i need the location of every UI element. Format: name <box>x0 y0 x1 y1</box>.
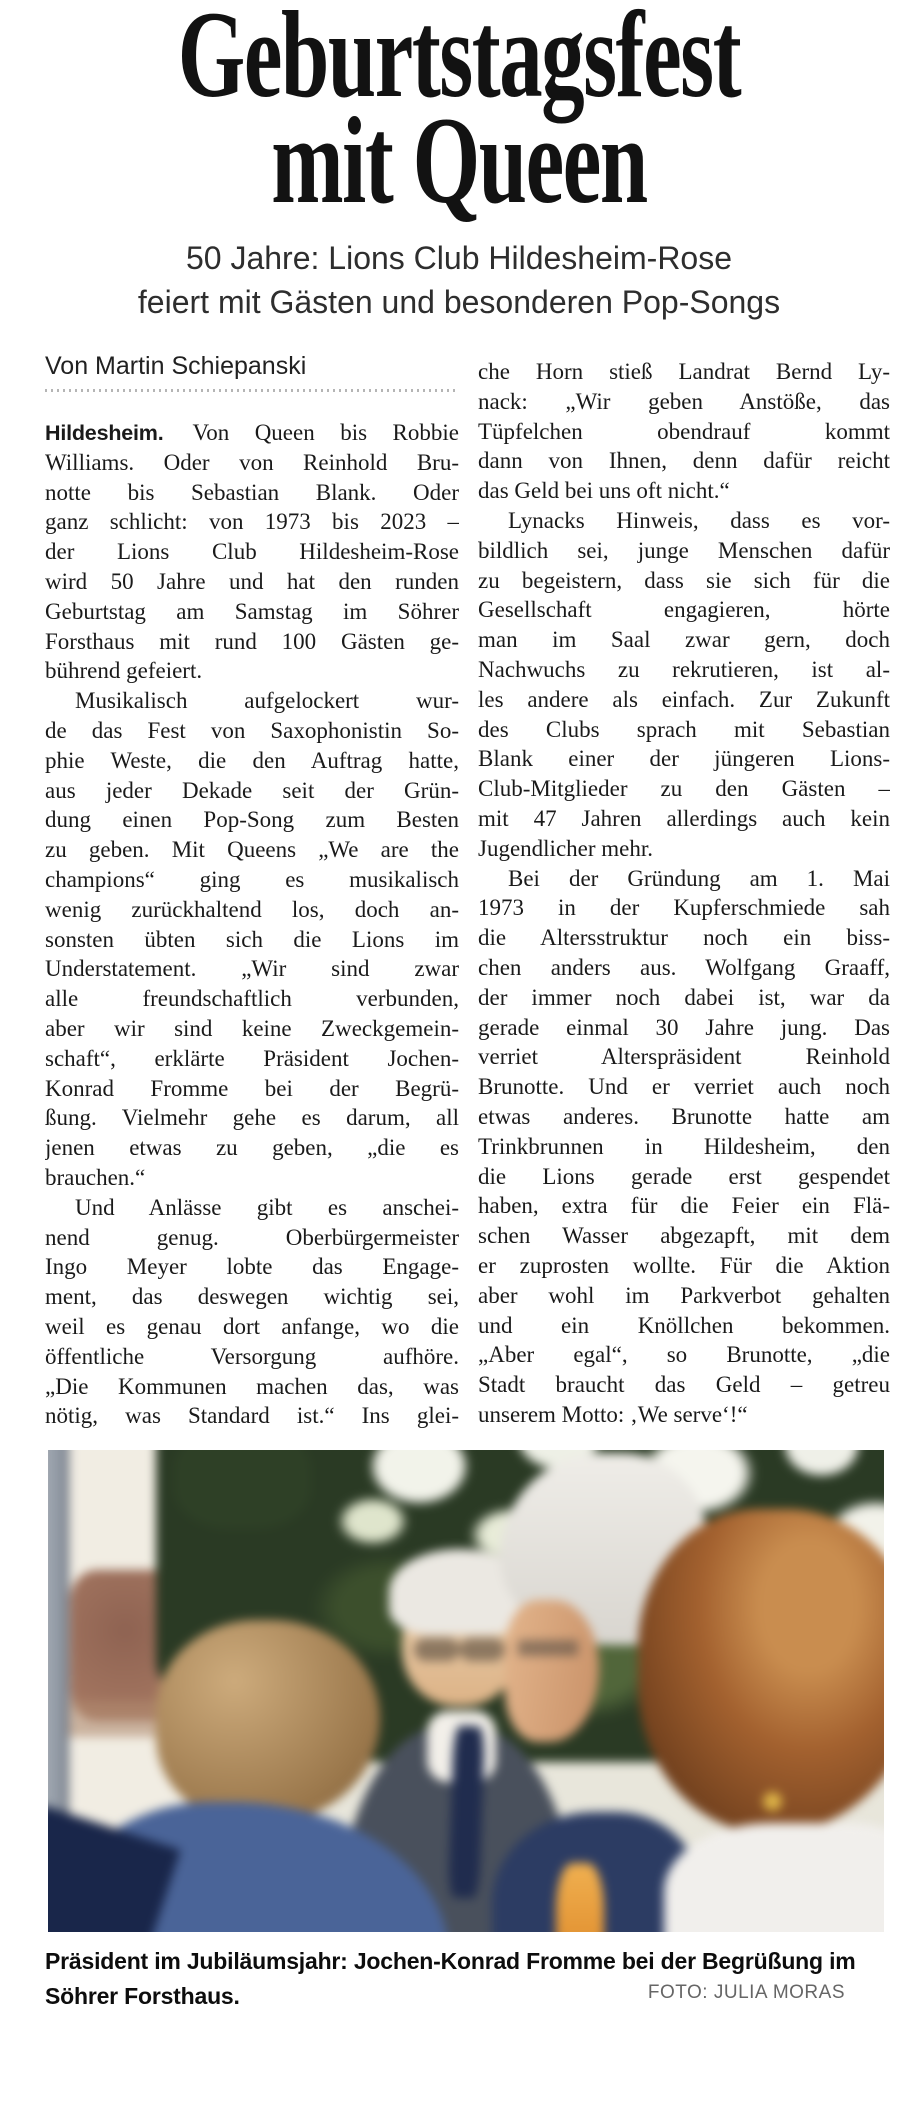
woman-earring <box>763 1792 782 1811</box>
body-line: sonsten übten sich die Lions im <box>45 926 459 952</box>
body-line: Musikalisch aufgelockert wur- <box>75 688 459 714</box>
body-line: gerade einmal 30 Jahre jung. Das <box>478 1014 890 1040</box>
caption-line-1: Präsident im Jubiläumsjahr: Jochen-Konrad Fromme bei der Begrüßung im <box>45 1948 856 1974</box>
body-line: brauchen.“ <box>45 1164 146 1190</box>
body-line: Geburtstag am Samstag im Söhrer <box>45 598 459 624</box>
body-line: chen anders aus. Wolfgang Graaff, <box>478 954 890 980</box>
guest-right-glasses <box>518 1640 578 1655</box>
subtitle-line-2: feiert mit Gästen und besonderen Pop-Songs <box>137 284 781 320</box>
body-line: er zuprosten wollte. Für die Aktion <box>478 1252 890 1278</box>
photo-leaf-cluster <box>174 1450 312 1529</box>
body-line: Lynacks Hinweis, dass es vor- <box>508 507 890 533</box>
byline: Von Martin Schiepanski <box>45 352 307 380</box>
body-line: 1973 in der Kupferschmiede sah <box>478 895 890 921</box>
body-line: alle freundschaftlich verbunden, <box>45 986 459 1012</box>
article-column-left <box>45 418 459 1431</box>
body-line: ment, das deswegen wichtig sei, <box>45 1284 459 1310</box>
body-line: „Aber egal“, so Brunotte, „die <box>478 1342 890 1368</box>
body-line: das Geld bei uns oft nicht.“ <box>478 478 730 504</box>
caption-line-2: Söhrer Forsthaus. <box>45 1983 240 2009</box>
body-line: bildlich sei, junge Menschen dafür <box>478 537 890 563</box>
article-column-right <box>478 357 890 1430</box>
president-glasses <box>414 1638 504 1661</box>
body-line: aus jeder Dekade seit der Grün- <box>45 777 459 803</box>
dateline: Hildesheim. <box>45 421 164 445</box>
drink-glass <box>556 1863 603 1932</box>
body-line: weil es genau dort anfange, wo die <box>45 1313 459 1339</box>
body-line: nend genug. Oberbürgermeister <box>45 1224 459 1250</box>
body-line: Williams. Oder von Reinhold Bru- <box>45 449 459 475</box>
article-title <box>0 0 918 229</box>
body-line: öffentliche Versorgung aufhöre. <box>45 1343 459 1369</box>
photo-caption <box>45 1944 856 2014</box>
body-line: Bei der Gründung am 1. Mai <box>508 865 890 891</box>
body-line: Jugendlicher mehr. <box>478 835 654 861</box>
body-line: schen Wasser abgezapft, mit dem <box>478 1223 890 1249</box>
body-line: zu geben. Mit Queens „We are the <box>45 837 459 863</box>
body-line: schaft“, erklärte Präsident Jochen- <box>45 1045 459 1071</box>
body-line: der Lions Club Hildesheim-Rose <box>45 539 459 565</box>
woman-hair <box>638 1509 884 1833</box>
body-line: champions“ ging es musikalisch <box>45 866 459 892</box>
body-line: ßung. Vielmehr gehe es darum, all <box>45 1105 459 1131</box>
body-line: wenig zurückhaltend los, doch an- <box>45 896 459 922</box>
body-line: der immer noch dabei ist, war da <box>478 984 890 1010</box>
body-line: Blank einer der jüngeren Lions- <box>478 746 890 772</box>
body-line: Gesellschaft engagieren, hörte <box>478 597 890 623</box>
body-line: dann von Ihnen, denn dafür reicht <box>478 448 890 474</box>
body-line: aber wohl im Parkverbot gehalten <box>478 1282 890 1308</box>
body-line: ganz schlicht: von 1973 bis 2023 – <box>45 509 459 535</box>
body-line: mit 47 Jahren allerdings auch kein <box>478 805 890 831</box>
body-line: bührend gefeiert. <box>45 658 203 684</box>
body-line: Understatement. „Wir sind zwar <box>45 956 459 982</box>
body-line: Konrad Fromme bei der Begrü- <box>45 1075 459 1101</box>
body-line: zu begeistern, dass sie sich für die <box>478 567 890 593</box>
body-line: Brunotte. Und er verriet auch noch <box>478 1074 890 1100</box>
body-line: Forsthaus mit rund 100 Gästen ge- <box>45 628 459 654</box>
body-line: nötig, was Standard ist.“ Ins glei- <box>45 1403 459 1429</box>
body-line: nack: „Wir geben Anstöße, das <box>478 388 890 414</box>
title-line-2: mit Queen <box>271 92 647 229</box>
body-line: „Die Kommunen machen das, was <box>45 1373 459 1399</box>
woman-blouse <box>664 1823 884 1932</box>
body-line: und ein Knöllchen bekommen. <box>478 1312 890 1338</box>
body-line: man im Saal zwar gern, doch <box>478 627 890 653</box>
body-line: dung einen Pop-Song zum Besten <box>45 807 459 833</box>
body-line: Ingo Meyer lobte das Engage- <box>45 1254 459 1280</box>
body-line: Trinkbrunnen in Hildesheim, den <box>478 1133 890 1159</box>
byline-divider <box>45 389 457 392</box>
photo-paint-layer <box>48 1450 884 1932</box>
photo-credit: FOTO: JULIA MORAS <box>647 1982 845 2003</box>
body-line: les andere als einfach. Zur Zukunft <box>478 686 890 712</box>
body-line: aber wir sind keine Zweckgemein- <box>45 1015 459 1041</box>
body-line: verriet Alterspräsident Reinhold <box>478 1044 890 1070</box>
title-line-1: Geburtstagsfest <box>177 0 741 123</box>
subtitle-line-1: 50 Jahre: Lions Club Hildesheim-Rose <box>185 240 733 276</box>
body-line: wird 50 Jahre und hat den runden <box>45 568 459 594</box>
body-line: Tüpfelchen obendrauf kommt <box>478 418 890 444</box>
body-line: des Clubs sprach mit Sebastian <box>478 716 890 742</box>
body-line: jenen etwas zu geben, „die es <box>45 1135 459 1161</box>
body-line: che Horn stieß Landrat Bernd Ly- <box>478 359 890 384</box>
body-line: Und Anlässe gibt es anschei- <box>75 1194 459 1220</box>
body-line: etwas anderes. Brunotte hatte am <box>478 1103 890 1129</box>
body-line: de das Fest von Saxophonistin So- <box>45 717 459 743</box>
body-line: die Altersstruktur noch ein biss- <box>478 925 890 951</box>
young-guest-hair <box>156 1620 380 1822</box>
body-line: Club-Mitglieder zu den Gästen – <box>478 776 890 802</box>
body-line: Hildesheim. Von Queen bis Robbie <box>45 420 459 445</box>
body-line: unserem Motto: ‚We serve‘!“ <box>478 1401 748 1427</box>
article-subtitle <box>0 236 918 324</box>
body-line: die Lions gerade erst gespendet <box>478 1163 890 1189</box>
body-line: notte bis Sebastian Blank. Oder <box>45 479 459 505</box>
body-line: Nachwuchs zu rekrutieren, ist al- <box>478 656 890 682</box>
article-photo <box>48 1450 884 1932</box>
body-line: phie Weste, die den Auftrag hatte, <box>45 747 459 773</box>
body-line: Stadt braucht das Geld – getreu <box>478 1372 890 1398</box>
body-line: haben, extra für die Feier ein Flä- <box>478 1193 890 1219</box>
